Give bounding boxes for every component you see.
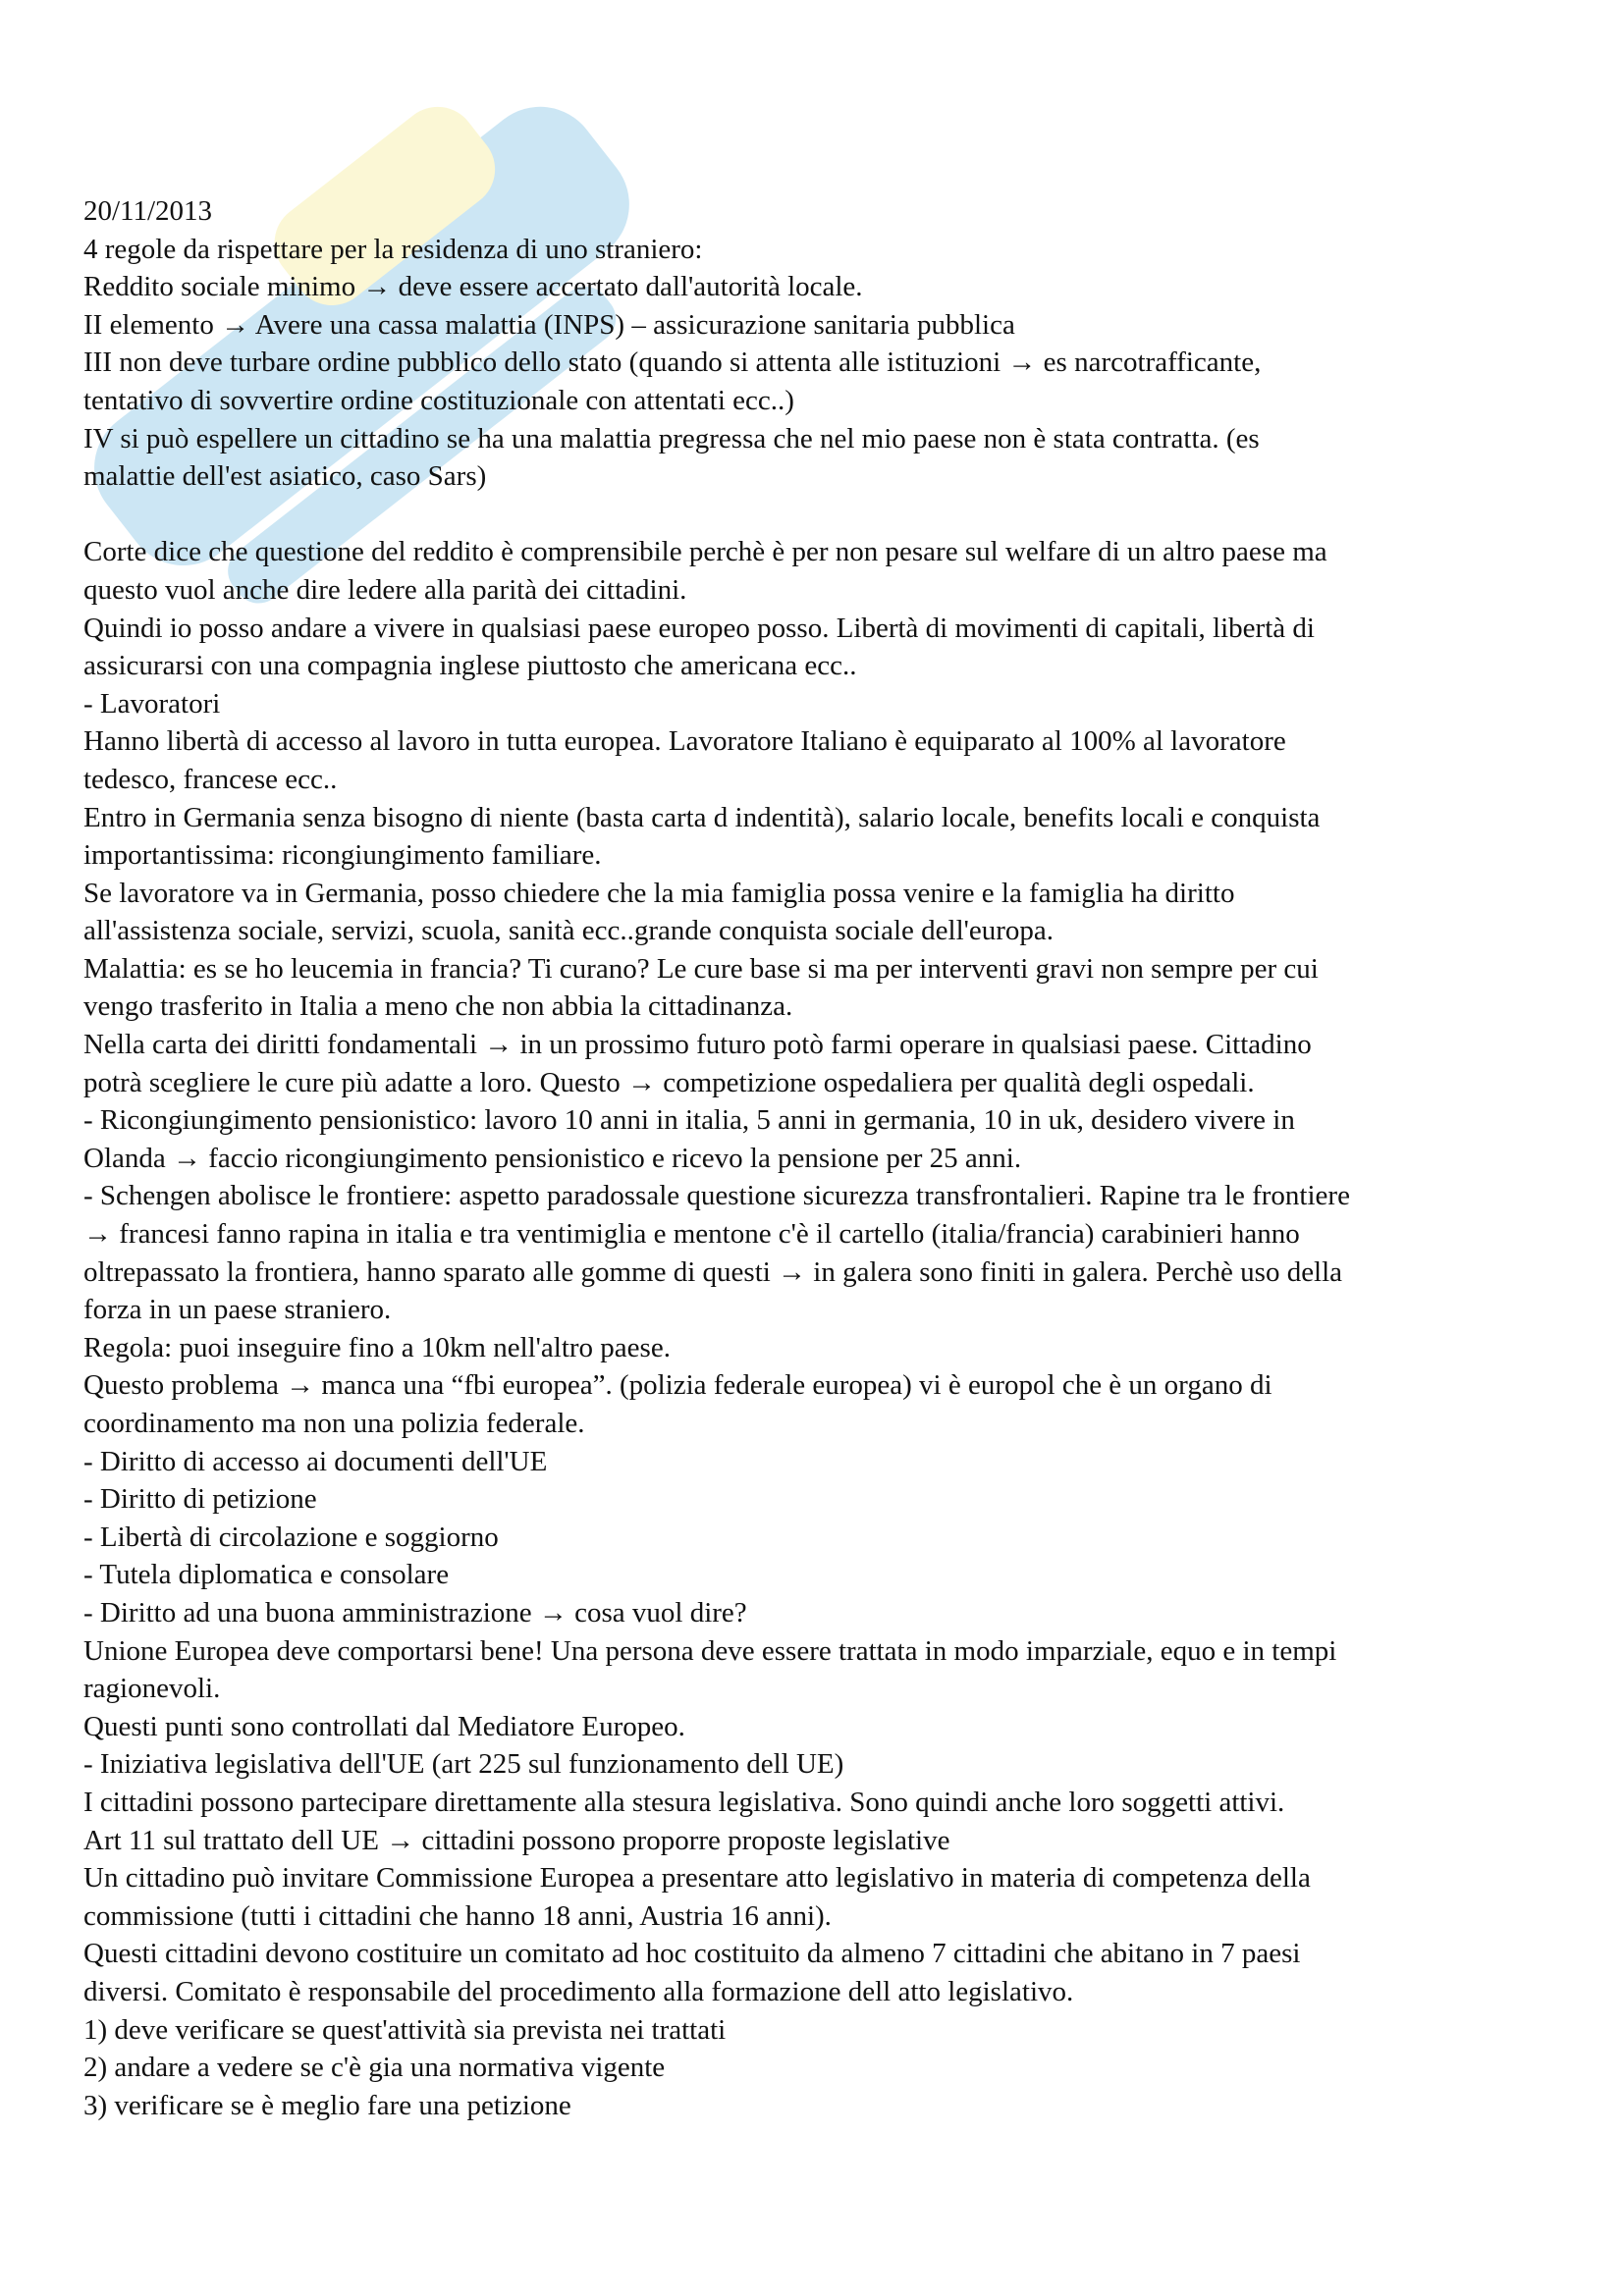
text-line: Questi cittadini devono costituire un comitato ad hoc costituito da almeno 7 cittadini che abitano in 7 paesi	[83, 1938, 1301, 1970]
document-body	[83, 192, 1556, 2124]
text-line: IV si può espellere un cittadino se ha una malattia pregressa che nel mio paese non è stata contratta. (es	[83, 422, 1260, 454]
text-line: Reddito sociale minimo → deve essere accertato dall'autorità locale.	[83, 271, 863, 303]
text-line: all'assistenza sociale, servizi, scuola, sanità ecc..grande conquista sociale dell'europa.	[83, 915, 1054, 947]
text-line: tentativo di sovvertire ordine costituzionale con attentati ecc..)	[83, 384, 794, 416]
text-line: 4 regole da rispettare per la residenza di uno straniero:	[83, 233, 703, 265]
text-line: Corte dice che questione del reddito è comprensibile perchè è per non pesare sul welfare di un altro paese ma	[83, 536, 1327, 568]
text-line: tedesco, francese ecc..	[83, 763, 338, 795]
text-line: commissione (tutti i cittadini che hanno 18 anni, Austria 16 anni).	[83, 1899, 832, 1932]
text-line: III non deve turbare ordine pubblico dello stato (quando si attenta alle istituzioni → es narcotrafficante,	[83, 347, 1262, 379]
text-line: II elemento → Avere una cassa malattia (INPS) – assicurazione sanitaria pubblica	[83, 308, 1015, 341]
text-line: questo vuol anche dire ledere alla parità dei cittadini.	[83, 573, 687, 606]
text-line: malattie dell'est asiatico, caso Sars)	[83, 460, 487, 493]
text-line: Regola: puoi inseguire fino a 10km nell'altro paese.	[83, 1331, 671, 1363]
text-line: - Lavoratori	[83, 687, 221, 720]
text-line: 20/11/2013	[83, 195, 213, 227]
text-line: - Libertà di circolazione e soggiorno	[83, 1521, 499, 1553]
text-line: Entro in Germania senza bisogno di niente (basta carta d indentità), salario locale, benefits locali e conquista	[83, 801, 1321, 833]
text-line: Unione Europea deve comportarsi bene! Una persona deve essere trattata in modo imparziale, equo e in tempi	[83, 1634, 1337, 1667]
text-line: Malattia: es se ho leucemia in francia? Ti curano? Le cure base si ma per interventi gravi non sempre per cui	[83, 952, 1319, 985]
text-line: oltrepassato la frontiera, hanno sparato alle gomme di questi → in galera sono finiti in galera. Perchè uso della	[83, 1255, 1343, 1288]
text-line: 3) verificare se è meglio fare una petizione	[83, 2089, 571, 2121]
text-line: importantissima: ricongiungimento familiare.	[83, 839, 602, 872]
text-line: - Schengen abolisce le frontiere: aspetto paradossale questione sicurezza transfrontalieri. Rapine tra le frontiere	[83, 1180, 1350, 1212]
text-line: diversi. Comitato è responsabile del procedimento alla formazione dell atto legislativo.	[83, 1975, 1074, 2007]
text-line: ragionevoli.	[83, 1673, 221, 1705]
text-line: Questo problema → manca una “fbi europea”. (polizia federale europea) vi è europol che è un organo di	[83, 1369, 1272, 1402]
text-line: - Diritto di accesso ai documenti dell'UE	[83, 1445, 548, 1477]
text-line: 2) andare a vedere se c'è gia una normativa vigente	[83, 2052, 666, 2084]
text-line: potrà scegliere le cure più adatte a loro. Questo → competizione ospedaliera per qualità degli ospedali.	[83, 1066, 1255, 1098]
text-line: - Ricongiungimento pensionistico: lavoro 10 anni in italia, 5 anni in germania, 10 in uk, desidero vivere in	[83, 1104, 1295, 1137]
text-line: coordinamento ma non una polizia federale.	[83, 1408, 585, 1439]
text-line: I cittadini possono partecipare direttamente alla stesura legislativa. Sono quindi anche loro soggetti attivi.	[83, 1786, 1285, 1818]
text-line: assicurarsi con una compagnia inglese piuttosto che americana ecc..	[83, 650, 857, 682]
blank-line	[83, 496, 1556, 534]
text-line: Questi punti sono controllati dal Mediatore Europeo.	[83, 1710, 685, 1742]
text-line: Hanno libertà di accesso al lavoro in tutta europea. Lavoratore Italiano è equiparato al 100% al lavoratore	[83, 725, 1286, 758]
text-line: Un cittadino può invitare Commissione Europea a presentare atto legislativo in materia di competenza della	[83, 1862, 1311, 1895]
text-line: - Iniziativa legislativa dell'UE (art 225 sul funzionamento dell UE)	[83, 1748, 844, 1781]
text-line: Se lavoratore va in Germania, posso chiedere che la mia famiglia possa venire e la famiglia ha diritto	[83, 877, 1235, 909]
text-line: Olanda → faccio ricongiungimento pensionistico e ricevo la pensione per 25 anni.	[83, 1142, 1022, 1174]
text-line: forza in un paese straniero.	[83, 1294, 392, 1326]
text-line: vengo trasferito in Italia a meno che non abbia la cittadinanza.	[83, 990, 793, 1023]
text-line: Nella carta dei diritti fondamentali → in un prossimo futuro potò farmi operare in qualsiasi paese. Cittadino	[83, 1029, 1312, 1061]
text-line: 1) deve verificare se quest'attività sia prevista nei trattati	[83, 2013, 727, 2046]
text-line: - Tutela diplomatica e consolare	[83, 1559, 450, 1591]
text-line: - Diritto ad una buona amministrazione → cosa vuol dire?	[83, 1596, 747, 1629]
text-line: Art 11 sul trattato dell UE → cittadini possono proporre proposte legislative	[83, 1824, 950, 1856]
text-line: Quindi io posso andare a vivere in qualsiasi paese europeo posso. Libertà di movimenti di capitali, libertà di	[83, 612, 1315, 644]
text-line: - Diritto di petizione	[83, 1483, 317, 1516]
text-line: → francesi fanno rapina in italia e tra ventimiglia e mentone c'è il cartello (italia/francia) carabinieri hanno	[83, 1218, 1300, 1251]
